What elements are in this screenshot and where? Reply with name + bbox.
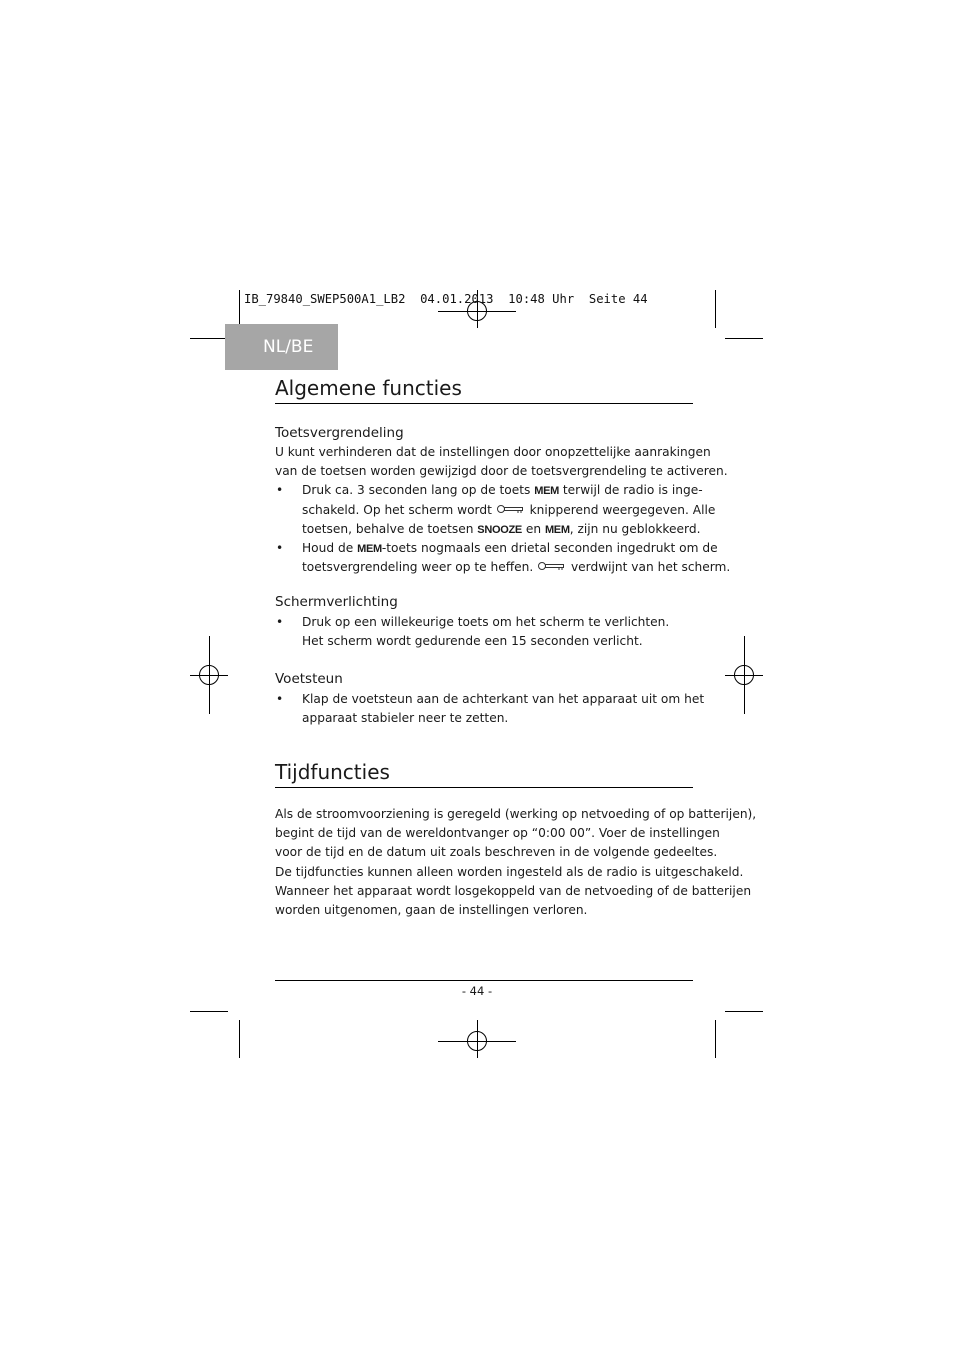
bullet: • (276, 541, 284, 555)
key-icon (496, 502, 526, 514)
heading-toetsvergrendeling: Toetsvergrendeling (275, 425, 404, 441)
language-tab: NL/BE (225, 324, 338, 370)
bullet: • (276, 615, 284, 629)
key-icon (537, 559, 567, 571)
paragraph-line: begint de tijd van de wereldontvanger op “0:00 00”. Voer de instellingen (275, 826, 720, 840)
mem-key-label: MEM (357, 543, 382, 555)
footer-rule (275, 980, 693, 981)
paragraph-line: De tijdfuncties kunnen alleen worden ingesteld als de radio is uitgeschakeld. (275, 865, 744, 879)
mem-key-label: MEM (544, 524, 570, 536)
section-title-algemene-functies: Algemene functies (275, 376, 693, 404)
time-display: 0:00 00 (538, 826, 585, 840)
bullet: • (276, 692, 284, 706)
bullet-line: Klap de voetsteun aan de achterkant van het apparaat uit om het (302, 692, 705, 706)
bullet-line: toetsen, behalve de toetsen SNOOZE en MEM, zijn nu geblokkeerd. (302, 522, 701, 536)
paragraph-line: worden uitgenomen, gaan de instellingen verloren. (275, 903, 588, 917)
bullet-line: Druk op een willekeurige toets om het scherm te verlichten. (302, 615, 670, 629)
bullet-line: Het scherm wordt gedurende een 15 seconden verlicht. (302, 634, 643, 648)
section-title-tijdfuncties: Tijdfuncties (275, 760, 693, 788)
heading-voetsteun: Voetsteun (275, 671, 343, 687)
bullet-line: toetsvergrendeling weer op te heffen. verdwijnt van het scherm. (302, 560, 731, 574)
intro-line-1: U kunt verhinderen dat de instellingen door onopzettelijke aanrakingen (275, 445, 711, 459)
mem-key-label: MEM (534, 485, 560, 497)
bullet-line: schakeld. Op het scherm wordt knipperend weergegeven. Alle (302, 503, 716, 517)
bullet-line: apparaat stabieler neer te zetten. (302, 711, 509, 725)
bullet-line: Druk ca. 3 seconden lang op de toets MEM terwijl de radio is inge- (302, 483, 703, 497)
paragraph-line: Wanneer het apparaat wordt losgekoppeld van de netvoeding of de batterijen (275, 884, 752, 898)
intro-line-2: van de toetsen worden gewijzigd door de toetsvergrendeling te activeren. (275, 464, 728, 478)
paragraph-line: voor de tijd en de datum uit zoals beschreven in de volgende gedeeltes. (275, 845, 718, 859)
page-number: - 44 - (461, 984, 493, 998)
snooze-key-label: SNOOZE (477, 524, 522, 536)
bullet: • (276, 483, 284, 497)
print-slug: IB_79840_SWEP500A1_LB2 04.01.2013 10:48 Uhr Seite 44 (244, 292, 648, 306)
heading-schermverlichting: Schermverlichting (275, 594, 398, 610)
paragraph-line: Als de stroomvoorziening is geregeld (werking op netvoeding of op batterijen), (275, 807, 757, 821)
bullet-line: Houd de MEM-toets nogmaals een drietal seconden ingedrukt om de (302, 541, 718, 555)
